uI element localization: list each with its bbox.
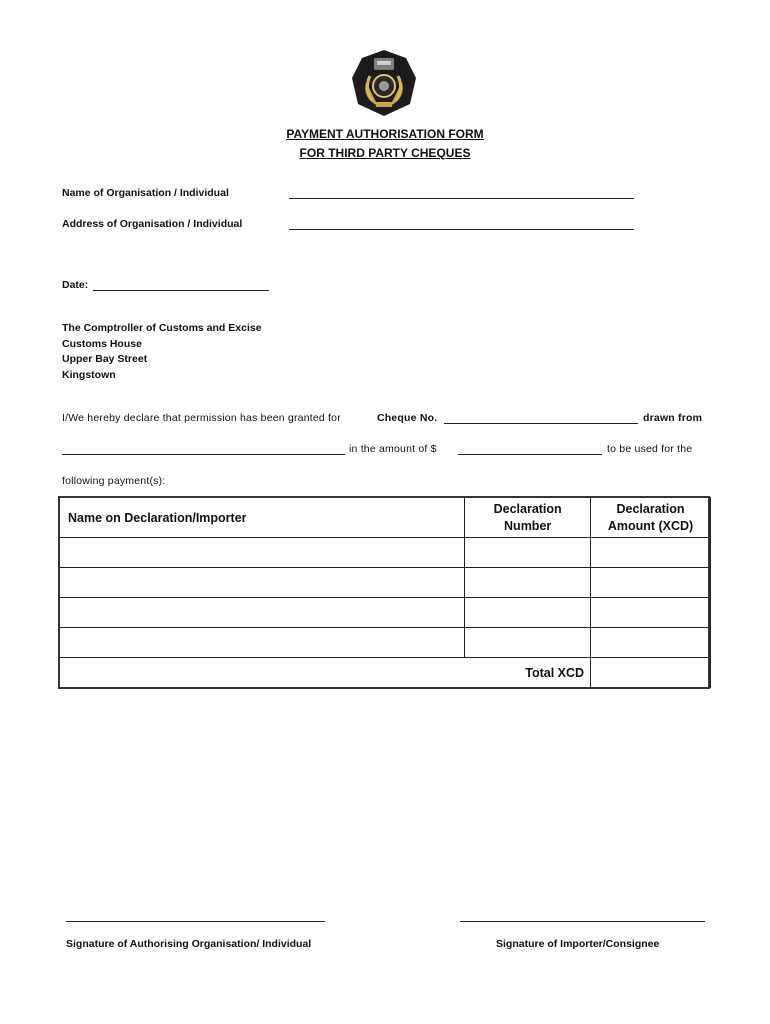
cheque-label: Cheque No.	[377, 412, 438, 424]
header-declaration-number	[465, 498, 591, 538]
drawn-from-label: drawn from	[643, 412, 703, 424]
header-decl-number-line2: Number	[504, 518, 552, 533]
declaration-amount-cell[interactable]	[591, 628, 711, 658]
address-field[interactable]	[289, 229, 634, 230]
declaration-number-cell[interactable]	[465, 568, 591, 598]
table-row	[60, 568, 711, 598]
total-row	[60, 658, 711, 688]
cheque-number-field[interactable]	[444, 423, 638, 424]
table-row	[60, 598, 711, 628]
header-declaration-amount	[591, 498, 711, 538]
addressee-line: Kingstown	[62, 368, 116, 381]
declarations-table	[59, 497, 711, 688]
declaration-number-cell[interactable]	[465, 538, 591, 568]
header-decl-amount-line1: Declaration	[616, 501, 685, 516]
date-label: Date:	[62, 279, 89, 291]
declaration-amount-cell[interactable]	[591, 598, 711, 628]
signature-label-organisation: Signature of Authorising Organisation/ Individual	[66, 938, 312, 950]
name-field[interactable]	[289, 198, 634, 199]
declaration-amount-cell[interactable]	[591, 568, 711, 598]
declaration-number-cell[interactable]	[465, 598, 591, 628]
table-header-row	[60, 498, 711, 538]
header-decl-amount-line2: Amount (XCD)	[607, 518, 694, 533]
amount-label: in the amount of $	[349, 443, 437, 455]
table-row	[60, 628, 711, 658]
amount-field[interactable]	[458, 454, 602, 455]
importer-cell[interactable]	[60, 538, 465, 568]
addressee-line: Customs House	[62, 337, 142, 350]
customs-crest-icon	[348, 48, 420, 118]
signature-label-importer: Signature of Importer/Consignee	[496, 938, 660, 950]
form-title: PAYMENT AUTHORISATION FORM	[286, 127, 484, 141]
addressee-line: The Comptroller of Customs and Excise	[62, 322, 262, 334]
importer-cell[interactable]	[60, 568, 465, 598]
total-label: Total XCD	[60, 658, 591, 688]
table-row	[60, 538, 711, 568]
importer-cell[interactable]	[60, 628, 465, 658]
header-decl-number-line1: Declaration	[493, 501, 562, 516]
following-payments-label: following payment(s):	[62, 475, 166, 487]
signature-line-importer[interactable]	[460, 921, 705, 922]
header-importer-label: Name on Declaration/Importer	[68, 510, 247, 525]
total-amount-cell[interactable]	[591, 658, 711, 688]
name-label: Name of Organisation / Individual	[62, 187, 229, 199]
drawn-from-field[interactable]	[62, 454, 345, 455]
importer-cell[interactable]	[60, 598, 465, 628]
address-label: Address of Organisation / Individual	[62, 218, 243, 230]
declaration-text-1: I/We hereby declare that permission has been granted for	[62, 412, 341, 424]
to-be-used-label: to be used for the	[607, 443, 693, 455]
date-field[interactable]	[93, 290, 269, 291]
declaration-amount-cell[interactable]	[591, 538, 711, 568]
addressee-block	[62, 321, 262, 383]
declaration-number-cell[interactable]	[465, 628, 591, 658]
addressee-line: Upper Bay Street	[62, 353, 148, 366]
signature-line-organisation[interactable]	[66, 921, 325, 922]
header-importer	[60, 498, 465, 538]
form-subtitle: FOR THIRD PARTY CHEQUES	[299, 146, 471, 160]
